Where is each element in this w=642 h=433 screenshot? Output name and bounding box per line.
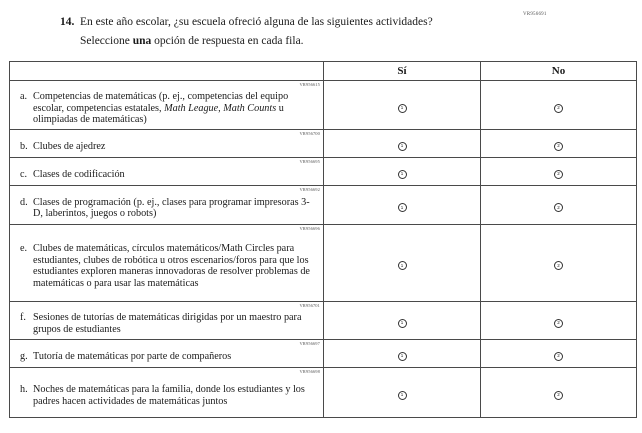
item-code: VR956700 [299, 130, 320, 136]
item-text [10, 131, 323, 156]
item-text [10, 187, 323, 223]
option-no[interactable] [481, 129, 637, 157]
item-letter: c. [20, 168, 28, 180]
item-code: VR956697 [299, 340, 320, 346]
header-yes: Sí [324, 62, 481, 81]
item-letter: b. [20, 140, 28, 152]
header-row [10, 62, 637, 81]
item-letter: f. [20, 312, 26, 323]
option-yes[interactable] [324, 224, 481, 301]
item-label-pre: Sesiones de tutorías de matemáticas dirigidas por un maestro para grupos de estudiantes [33, 312, 302, 335]
response-grid [9, 61, 637, 418]
radio-no-bubble[interactable]: 2 [554, 104, 563, 113]
radio-no-bubble[interactable]: 2 [554, 170, 563, 179]
table-row [10, 81, 637, 130]
radio-no-bubble[interactable]: 2 [554, 352, 563, 361]
table-row [10, 157, 637, 185]
item-cell [10, 339, 324, 367]
item-text [10, 302, 323, 338]
item-label-pre: Clubes de ajedrez [33, 140, 106, 152]
radio-no-bubble[interactable]: 2 [554, 261, 563, 270]
option-no[interactable] [481, 224, 637, 301]
item-cell [10, 185, 324, 224]
radio-no-bubble[interactable]: 2 [554, 319, 563, 328]
item-text [10, 159, 323, 184]
item-label-pre: Clases de codificación [33, 168, 125, 180]
option-yes[interactable] [324, 301, 481, 339]
item-label-pre: Clubes de matemáticas, círculos matemáticos/Math Circles para estudiantes, clubes de robótica u otros escenarios/foros para que los estudiantes exploren maneras innovadoras de resolver problemas de matemáticas o para usar las matemáticas [33, 243, 310, 289]
item-letter: e. [20, 243, 28, 254]
table-row [10, 185, 637, 224]
item-letter: h. [20, 384, 28, 395]
item-text [10, 374, 323, 410]
header-blank [10, 62, 324, 81]
item-code: VR956692 [299, 186, 320, 192]
item-code: VR956696 [299, 225, 320, 231]
question-number: 14. [60, 16, 75, 28]
option-yes[interactable] [324, 157, 481, 185]
radio-yes-bubble[interactable]: 1 [398, 203, 407, 212]
option-no[interactable] [481, 367, 637, 417]
item-text [10, 81, 323, 129]
item-label-pre: Noches de matemáticas para la familia, donde los estudiantes y los padres hacen actividades de matemáticas juntos [33, 384, 305, 407]
instruction-pre: Seleccione [80, 35, 133, 47]
item-label [33, 312, 317, 335]
option-no[interactable] [481, 157, 637, 185]
header-no: No [481, 62, 637, 81]
option-no[interactable] [481, 185, 637, 224]
item-cell [10, 224, 324, 301]
item-text [10, 341, 323, 366]
question-instruction [80, 35, 304, 47]
item-code: VR956615 [299, 82, 320, 87]
radio-yes-bubble[interactable]: 1 [398, 170, 407, 179]
radio-no-bubble[interactable]: 2 [554, 391, 563, 400]
item-label [33, 169, 317, 181]
item-letter: g. [20, 350, 28, 362]
question-text: En este año escolar, ¿su escuela ofreció alguna de las siguientes actividades? [80, 16, 433, 28]
item-label [33, 351, 317, 363]
radio-no-bubble[interactable]: 2 [554, 142, 563, 151]
item-label-pre: Competencias de matemáticas (p. ej., competencias del equipo escolar, competencias estatales, [33, 91, 289, 114]
option-yes[interactable] [324, 339, 481, 367]
option-no[interactable] [481, 81, 637, 130]
item-label [33, 141, 317, 153]
radio-yes-bubble[interactable]: 1 [398, 104, 407, 113]
item-label-post: u olimpiadas de matemáticas) [33, 102, 284, 125]
item-label-pre: Tutoría de matemáticas por parte de compañeros [33, 350, 232, 362]
item-code: VR956698 [299, 368, 320, 374]
item-letter: a. [20, 91, 28, 102]
item-label [33, 197, 317, 220]
radio-yes-bubble[interactable]: 1 [398, 391, 407, 400]
option-yes[interactable] [324, 185, 481, 224]
item-label-pre: Clases de programación (p. ej., clases para programar impresoras 3-D, laberintos, juegos o robots) [33, 196, 310, 219]
item-cell [10, 301, 324, 339]
item-cell [10, 367, 324, 417]
option-no[interactable] [481, 301, 637, 339]
table-row [10, 129, 637, 157]
table-row [10, 224, 637, 301]
option-yes[interactable] [324, 129, 481, 157]
item-code: VR956701 [299, 302, 320, 308]
item-cell [10, 129, 324, 157]
radio-yes-bubble[interactable]: 1 [398, 142, 407, 151]
question-id: VR956691 [523, 12, 547, 17]
item-label-italic: Math League, Math Counts [164, 102, 277, 114]
instruction-post: opción de respuesta en cada fila. [151, 35, 304, 47]
item-cell [10, 81, 324, 130]
radio-yes-bubble[interactable]: 1 [398, 261, 407, 270]
item-code: VR956695 [299, 158, 320, 164]
item-label [33, 91, 317, 126]
table-row [10, 367, 637, 417]
item-letter: d. [20, 196, 28, 208]
item-text [10, 233, 323, 292]
radio-yes-bubble[interactable]: 1 [398, 319, 407, 328]
item-label [33, 243, 317, 289]
item-label [33, 384, 317, 407]
radio-no-bubble[interactable]: 2 [554, 203, 563, 212]
option-yes[interactable] [324, 81, 481, 130]
radio-yes-bubble[interactable]: 1 [398, 352, 407, 361]
option-no[interactable] [481, 339, 637, 367]
option-yes[interactable] [324, 367, 481, 417]
item-cell [10, 157, 324, 185]
table-row [10, 339, 637, 367]
instruction-bold: una [132, 35, 152, 47]
table-row [10, 301, 637, 339]
